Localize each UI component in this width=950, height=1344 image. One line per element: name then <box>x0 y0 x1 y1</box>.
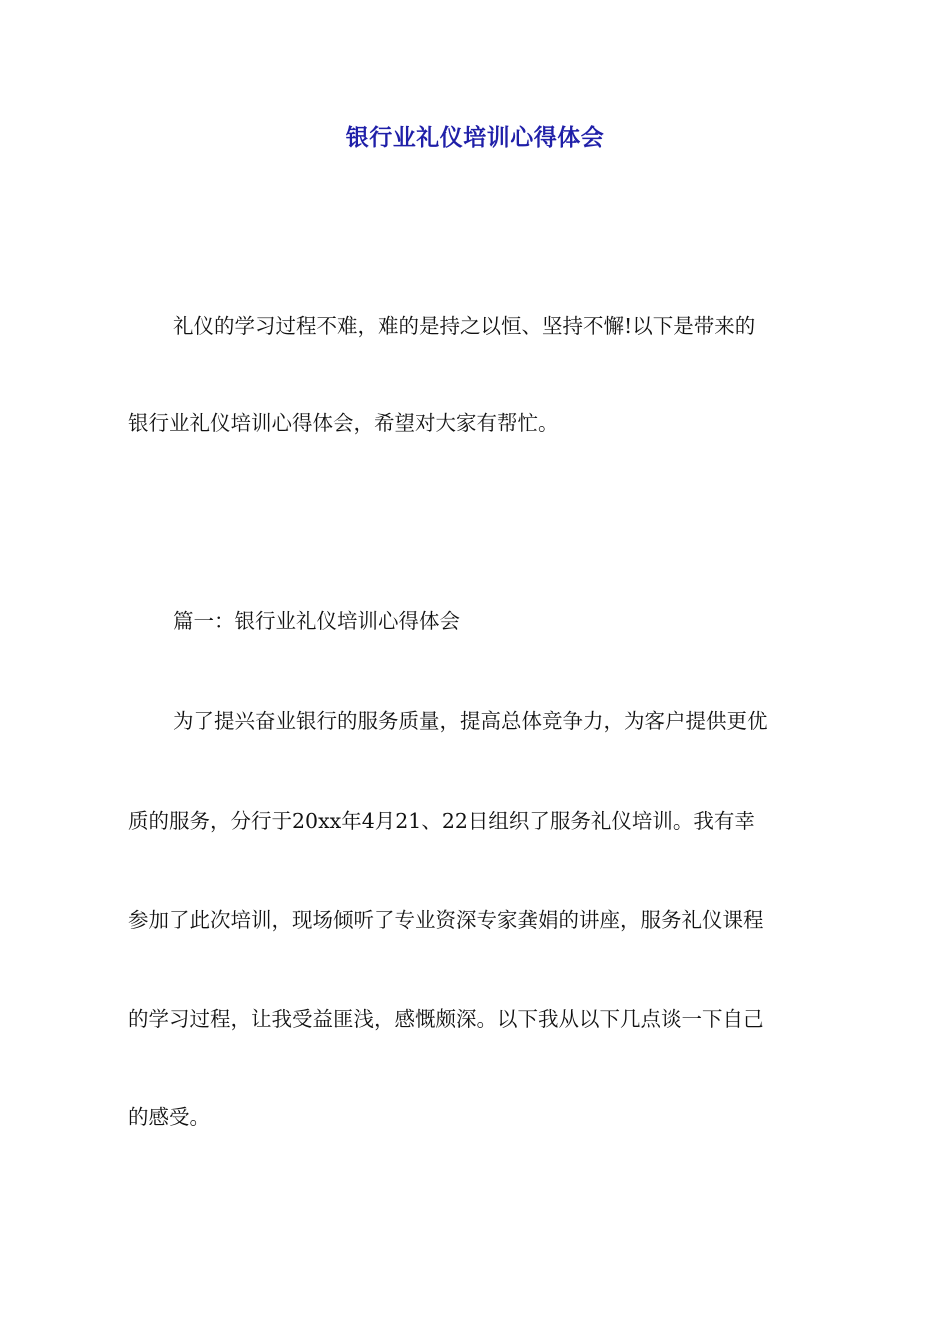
intro-line-1: 礼仪的学习过程不难，难的是持之以恒、坚持不懈!以下是带来的 <box>173 314 756 338</box>
section-heading: 篇一：银行业礼仪培训心得体会 <box>173 609 460 633</box>
paragraph-line-2: 质的服务，分行于20xx年4月21、22日组织了服务礼仪培训。我有幸 <box>128 809 755 833</box>
document-title: 银行业礼仪培训心得体会 <box>345 125 605 151</box>
intro-line-2: 银行业礼仪培训心得体会，希望对大家有帮忙。 <box>128 411 559 435</box>
paragraph-line-4: 的学习过程，让我受益匪浅，感慨颇深。以下我从以下几点谈一下自己 <box>128 1007 764 1031</box>
paragraph-line-3: 参加了此次培训，现场倾听了专业资深专家龚娟的讲座，服务礼仪课程 <box>128 908 764 932</box>
paragraph-line-1: 为了提兴奋业银行的服务质量，提高总体竞争力，为客户提供更优 <box>173 709 768 733</box>
paragraph-line-5: 的感受。 <box>128 1105 210 1129</box>
